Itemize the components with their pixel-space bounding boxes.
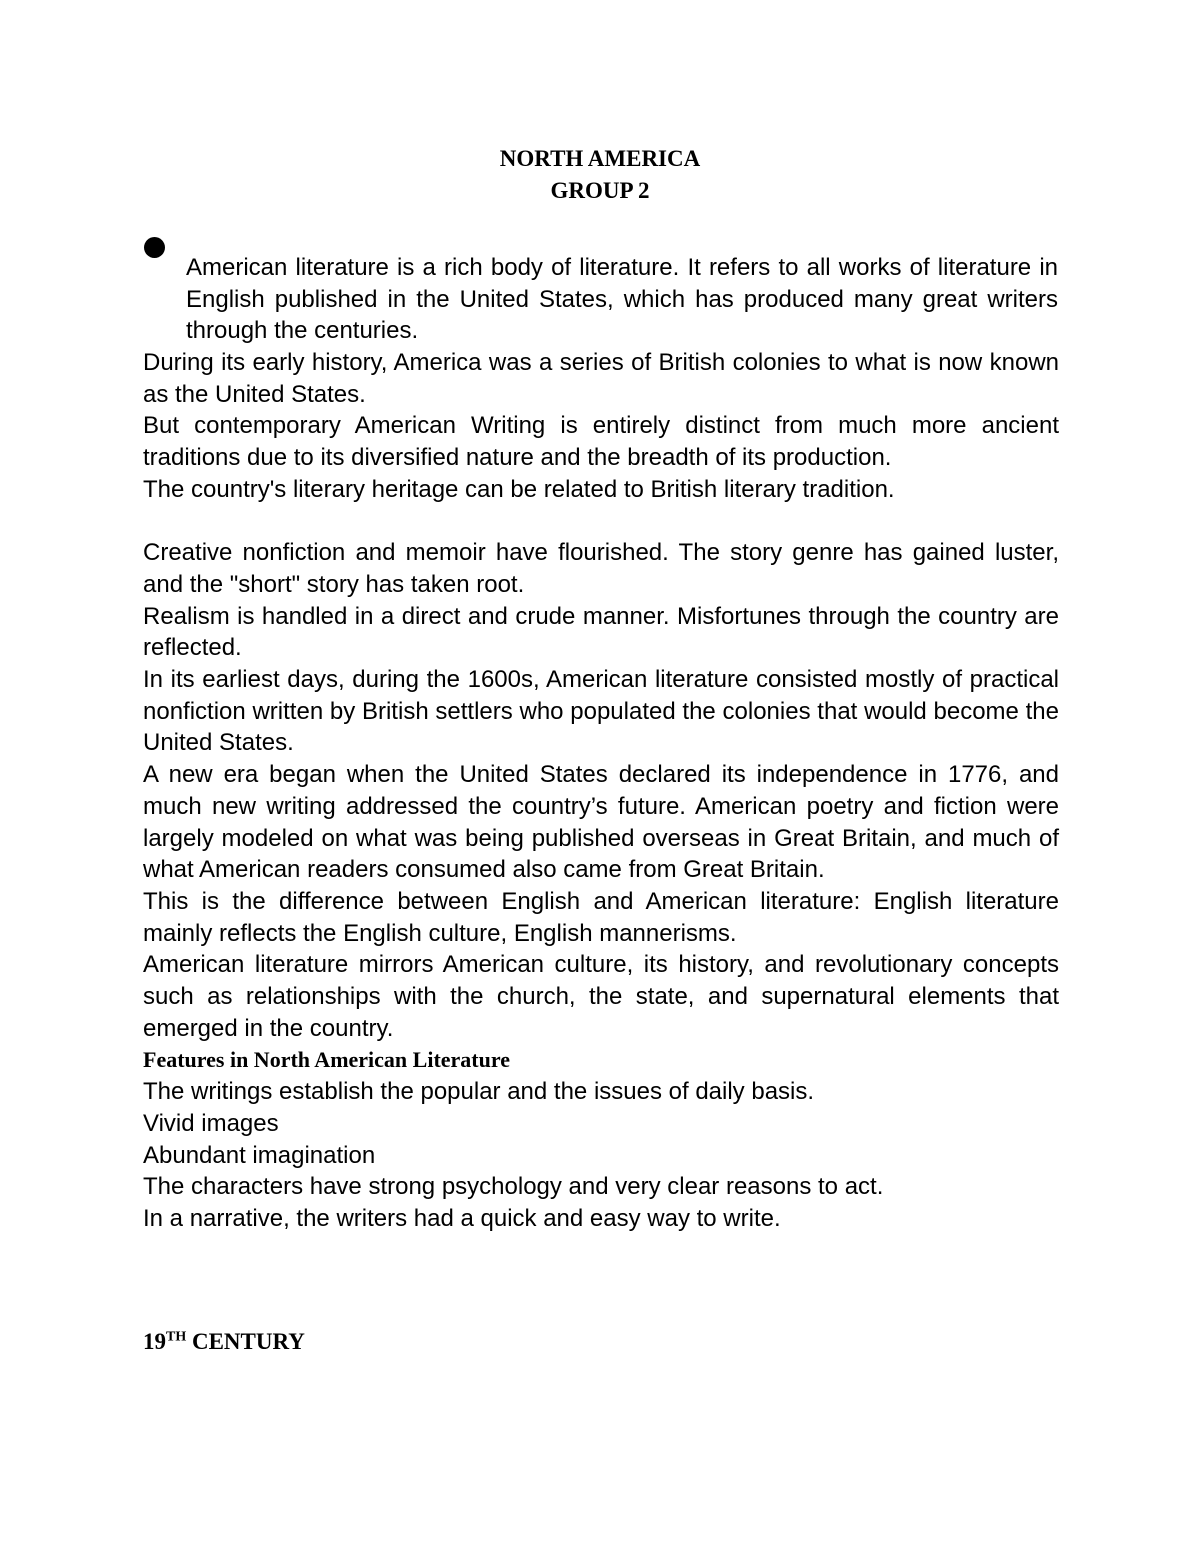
main-body: [143, 347, 1059, 1235]
paragraph: But contemporary American Writing is entirely distinct from much more ancient traditions due to its diversified nature and the breadth of its production.: [143, 412, 1059, 472]
feature-item: Vivid images: [143, 1109, 279, 1137]
paragraph: Creative nonfiction and memoir have flourished. The story genre has gained luster, and the "short" story has taken root.: [143, 539, 1059, 598]
paragraph: This is the difference between English and American literature: English literature mainly reflects the English culture, English mannerisms.: [143, 887, 1059, 947]
century-word: CENTURY: [191, 1329, 305, 1354]
feature-item: The writings establish the popular and the issues of daily basis.: [143, 1078, 815, 1106]
feature-item: The characters have strong psychology and very clear reasons to act.: [143, 1173, 884, 1201]
feature-item: In a narrative, the writers had a quick and easy way to write.: [143, 1204, 781, 1232]
paragraph: American literature mirrors American culture, its history, and revolutionary concepts such as relationships with the church, the state, and supernatural elements that emerged in the country.: [143, 951, 1059, 1042]
page-subtitle: GROUP 2: [550, 178, 650, 203]
paragraph: In its earliest days, during the 1600s, American literature consisted mostly of practical nonfiction written by British settlers who populated the colonies that would become the United States.: [143, 666, 1059, 757]
blank-line: [143, 506, 1059, 538]
bullet-dot-icon: [144, 237, 165, 258]
paragraph: During its early history, America was a series of British colonies to what is now known as the United States.: [143, 349, 1059, 408]
century-number: 19: [143, 1329, 166, 1354]
paragraph: The country's literary heritage can be related to British literary tradition.: [143, 475, 895, 503]
century-heading: [143, 1326, 305, 1358]
century-superscript: TH: [166, 1329, 187, 1345]
paragraph: Realism is handled in a direct and crude manner. Misfortunes through the country are reflected.: [143, 602, 1059, 662]
page-title: NORTH AMERICA: [499, 146, 701, 171]
bullet-paragraph: American literature is a rich body of literature. It refers to all works of literature in English published in the United States, which has produced many great writers through the centuries.: [186, 254, 1058, 345]
feature-item: Abundant imagination: [143, 1141, 376, 1169]
paragraph: A new era began when the United States declared its independence in 1776, and much new writing addressed the country’s future. American poetry and fiction were largely modeled on what was being published overseas in Great Britain, and much of what American readers consumed also came from Great Britain.: [143, 761, 1059, 884]
features-heading: Features in North American Literature: [143, 1047, 510, 1073]
